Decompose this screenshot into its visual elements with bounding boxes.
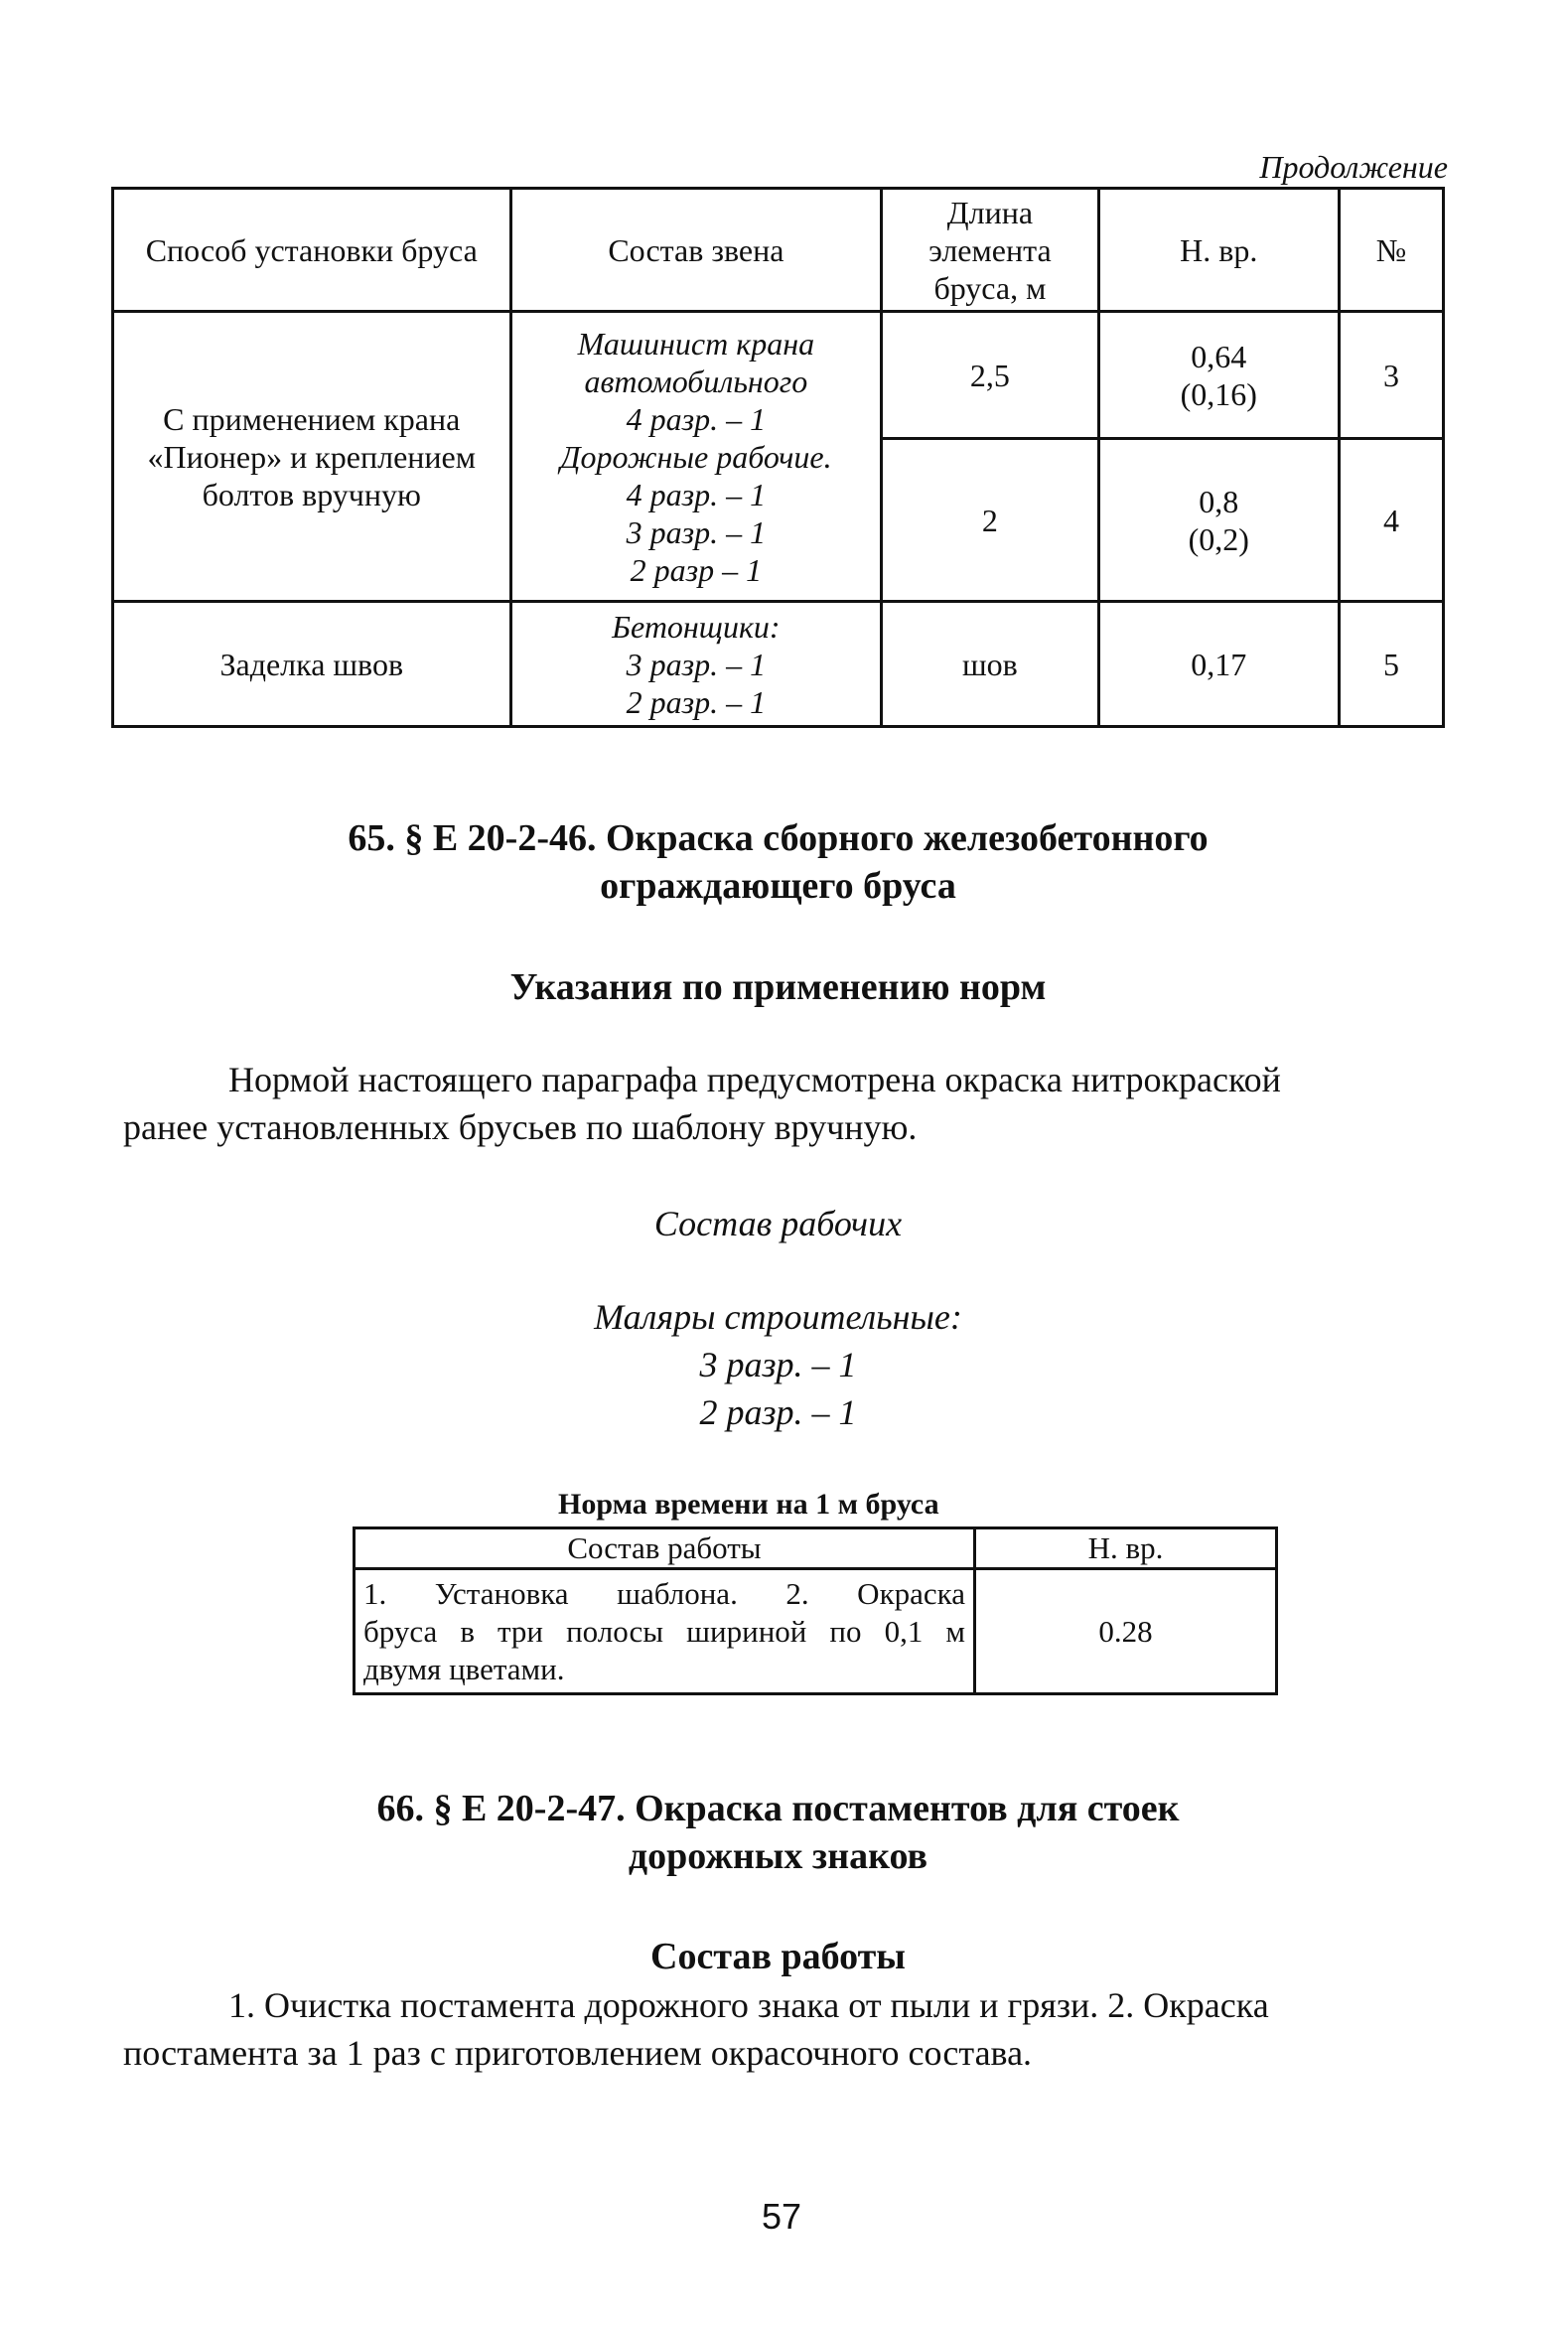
header-crew: Состав звена (510, 189, 882, 312)
table-row (113, 602, 1444, 727)
section-65-title-line2: ограждающего бруса (600, 865, 956, 907)
section-66-subheading: Состав работы (650, 1936, 906, 1977)
section-66-title (111, 1785, 1445, 1880)
norm-paren: (0,16) (1180, 375, 1257, 412)
crew-line: 4 разр. – 1 (626, 400, 767, 437)
header-norm: Н. вр. (1098, 189, 1339, 312)
section-65-title (111, 814, 1445, 910)
workers-block (111, 1293, 1445, 1436)
norm-main: 0,8 (1199, 483, 1239, 519)
norm-value: 0.28 (975, 1569, 1277, 1694)
table-header-row (113, 189, 1444, 312)
table-row (113, 312, 1444, 439)
norm-paren: (0,2) (1188, 520, 1249, 557)
header-work: Состав работы (355, 1528, 975, 1569)
method-crane: С применением крана «Пионер» и креплением болтов вручную (113, 312, 511, 602)
crew-line: Бетонщики: (612, 608, 781, 645)
workers-title: Маляры строительные: (594, 1297, 962, 1337)
section-66-para-line2: постамента за 1 раз с приготовлением окрасочного состава. (123, 2033, 1033, 2073)
section-66-para-line1: 1. Очистка постамента дорожного знака от пыли и грязи. 2. Окраска (228, 1985, 1269, 2025)
norm-cell (1098, 312, 1339, 439)
work-description (355, 1569, 975, 1694)
section-65-para-line2: ранее установленных брусьев по шаблону вручную. (123, 1107, 918, 1147)
norm-main: 0,64 (1191, 338, 1247, 374)
norm-caption: Норма времени на 1 м бруса (558, 1488, 939, 1521)
work-line: двумя цветами. (363, 1651, 565, 1686)
length-cell: 2 (882, 439, 1098, 602)
page-number: 57 (761, 2196, 802, 2237)
crew-line: 4 разр. – 1 (626, 476, 767, 512)
section-65-paragraph (123, 1056, 1449, 1151)
header-number: № (1339, 189, 1443, 312)
continuation-label: Продолжение (1259, 149, 1448, 185)
header-length: Длина элемента бруса, м (882, 189, 1098, 312)
table-row (355, 1569, 1277, 1694)
section-66-title-line2: дорожных знаков (628, 1835, 928, 1877)
number-cell: 5 (1339, 602, 1443, 727)
norm-cell: 0,17 (1098, 602, 1339, 727)
crew-line: автомобильного (584, 363, 808, 399)
norms-table (111, 187, 1445, 728)
table-header-row (355, 1528, 1277, 1569)
workers-line: 2 разр. – 1 (699, 1392, 857, 1432)
workers-heading: Состав рабочих (653, 1204, 903, 1243)
number-cell: 4 (1339, 439, 1443, 602)
crew-line: 2 разр. – 1 (626, 683, 767, 720)
section-66-title-line1: 66. § Е 20-2-47. Окраска постаментов для стоек (376, 1788, 1180, 1829)
section-66-paragraph (123, 1981, 1449, 2077)
length-cell: шов (882, 602, 1098, 727)
crew-crane (510, 312, 882, 602)
crew-line: 2 разр – 1 (630, 551, 763, 588)
crew-seams (510, 602, 882, 727)
crew-line: Дорожные рабочие. (560, 438, 832, 475)
crew-line: 3 разр. – 1 (626, 513, 767, 550)
header-method: Способ установки бруса (113, 189, 511, 312)
header-norm: Н. вр. (975, 1528, 1277, 1569)
length-cell: 2,5 (882, 312, 1098, 439)
method-seams: Заделка швов (113, 602, 511, 727)
work-norm-table (353, 1526, 1278, 1695)
number-cell: 3 (1339, 312, 1443, 439)
section-65-title-line1: 65. § Е 20-2-46. Окраска сборного железобетонного (348, 817, 1209, 859)
crew-line: 3 разр. – 1 (626, 646, 767, 682)
section-65-para-line1: Нормой настоящего параграфа предусмотрена окраска нитрокраской (228, 1060, 1281, 1099)
norm-cell (1098, 439, 1339, 602)
section-65-subheading: Указания по применению норм (509, 966, 1047, 1008)
work-line: 1. Установка шаблона. 2. Окраска (363, 1575, 965, 1611)
crew-line: Машинист крана (577, 325, 815, 362)
workers-line: 3 разр. – 1 (699, 1345, 857, 1384)
work-line: бруса в три полосы шириной по 0,1 м (363, 1613, 965, 1649)
